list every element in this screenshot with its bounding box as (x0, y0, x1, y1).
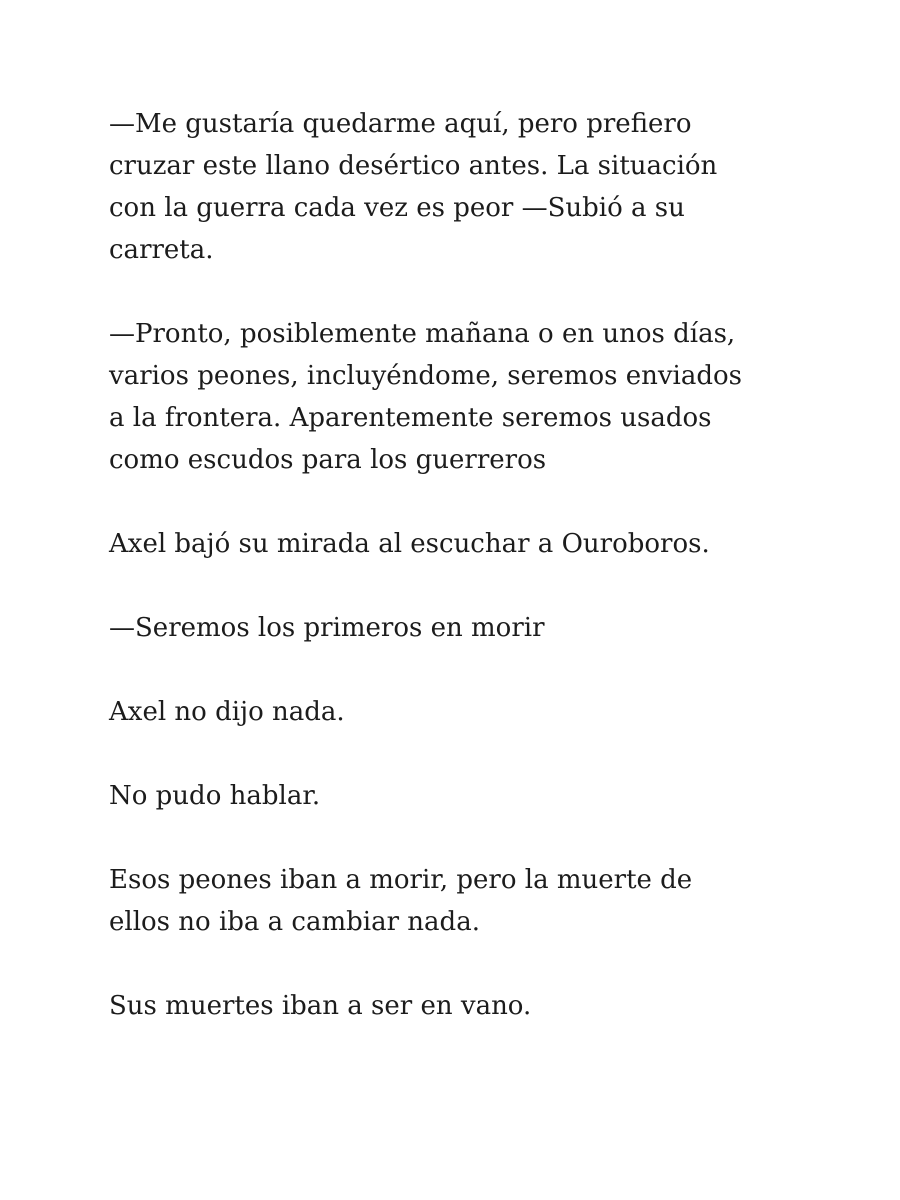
paragraph-3: Axel bajó su mirada al escuchar a Ouroboros. (109, 529, 710, 559)
paragraph-5: Axel no dijo nada. (109, 697, 345, 727)
paragraph-8: Sus muertes iban a ser en vano. (109, 991, 532, 1021)
paragraph-4: —Seremos los primeros en morir (109, 613, 545, 643)
document-page (109, 103, 809, 1069)
paragraph-6: No pudo hablar. (109, 781, 321, 811)
paragraph-1: —Me gustaría quedarme aquí, pero prefiero cruzar este llano desértico antes. La situación con la guerra cada vez es peor —Subió a su carreta. (109, 109, 718, 265)
paragraph-2: —Pronto, posiblemente mañana o en unos días, varios peones, incluyéndome, seremos enviados a la frontera. Aparentemente seremos usados como escudos para los guerreros (109, 319, 742, 475)
paragraph-7: Esos peones iban a morir, pero la muerte de ellos no iba a cambiar nada. (109, 865, 693, 937)
